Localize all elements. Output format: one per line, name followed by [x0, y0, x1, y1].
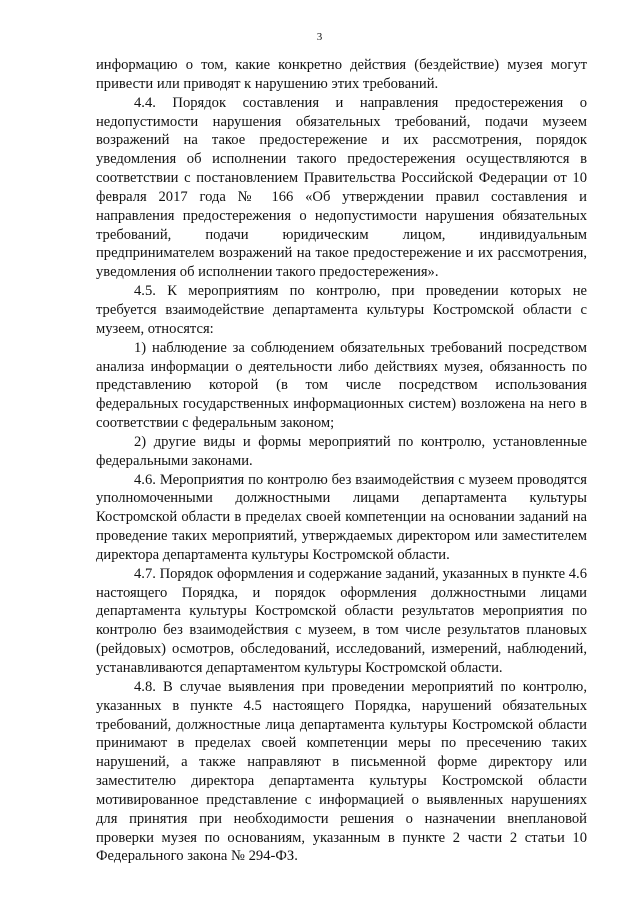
paragraph-4-6: 4.6. Мероприятия по контролю без взаимодействия с музеем проводятся уполномоченными должностными лицами департамента культуры Костромской области в пределах своей компетенции на основании заданий на проведение таких мероприятий, утверждаемых директором или заместителем директора департамента культуры Костромской области.: [96, 471, 587, 563]
paragraph-4-4: 4.4. Порядок составления и направления предостережения о недопустимости нарушения обязательных требований, подачи музеем возражений на такое предостережение и их рассмотрения, порядок уведомления об исполнении такого предостережения осуществляются в соответствии с постановлением Правительства Российской Федерации от 10 февраля 2017 года № 166 «Об утверждении правил составления и направления предостережения о недопустимости нарушения обязательных требований, подачи юридическим лицом, индивидуальным предпринимателем возражений на такое предостережение и их рассмотрения, уведомления об исполнении такого предостережения».: [96, 94, 587, 281]
document-body: [96, 56, 587, 866]
paragraph-continuation: информацию о том, какие конкретно действия (бездействие) музея могут привести или приводят к нарушению этих требований.: [96, 57, 587, 92]
paragraph-4-7: 4.7. Порядок оформления и содержание заданий, указанных в пункте 4.6 настоящего Порядка, и порядок оформления должностными лицами департамента культуры Костромской области результатов мероприятия по контролю без взаимодействия с музеем, в том числе результатов плановых (рейдовых) осмотров, обследований, исследований, измерений, наблюдений, устанавливаются департаментом культуры Костромской области.: [96, 565, 587, 676]
paragraph-4-5-item-1: 1) наблюдение за соблюдением обязательных требований посредством анализа информации о деятельности либо действиях музея, обязанность по представлению которой (в том числе посредством использования федеральных государственных информационных систем) возложена на него в соответствии с федеральным законом;: [96, 339, 587, 432]
paragraph-4-8: 4.8. В случае выявления при проведении мероприятий по контролю, указанных в пункте 4.5 настоящего Порядка, нарушений обязательных требований, должностные лица департамента культуры Костромской области принимают в пределах своей компетенции меры по пресечению таких нарушений, а также направляют в письменной форме директору или заместителю директора департамента культуры Костромской области мотивированное представление с информацией о выявленных нарушениях для принятия при необходимости решения о назначении внеплановой проверки музея по основаниям, указанным в пункте 2 части 2 статьи 10 Федерального закона № 294-ФЗ.: [96, 678, 587, 865]
paragraph-4-5: 4.5. К мероприятиям по контролю, при проведении которых не требуется взаимодействие департамента культуры Костромской области с музеем, относятся:: [96, 283, 587, 337]
paragraph-4-5-item-2: 2) другие виды и формы мероприятий по контролю, установленные федеральными законами.: [96, 433, 587, 469]
page-number: 3: [316, 31, 323, 43]
